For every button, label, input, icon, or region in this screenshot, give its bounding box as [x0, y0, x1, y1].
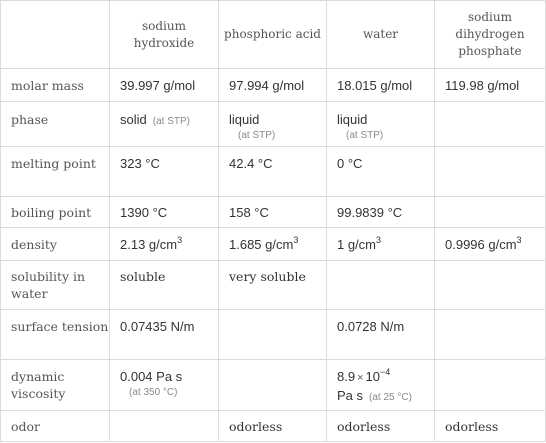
value-unit: Pa s	[337, 388, 364, 403]
cell-naoh-surface-tension: 0.07435 N/m	[110, 310, 219, 360]
row-label-odor: odor	[1, 411, 110, 442]
cell-nah2po4-surface-tension	[435, 310, 546, 360]
cell-water-melting-point: 0 °C	[327, 147, 435, 197]
times-sign: ×	[357, 372, 364, 384]
value-text: liquid	[337, 112, 368, 127]
row-label-surface-tension: surface tension	[1, 310, 110, 360]
row-label-density: density	[1, 228, 110, 261]
condition-note: (at STP)	[152, 116, 190, 127]
cell-h3po4-density	[219, 228, 327, 261]
row-label-dynamic-viscosity: dynamic viscosity	[1, 360, 110, 411]
row-dynamic-viscosity	[1, 360, 546, 411]
row-label-solubility: solubility in water	[1, 261, 110, 310]
column-header-water: water	[327, 1, 435, 69]
cell-nah2po4-melting-point	[435, 147, 546, 197]
cell-h3po4-surface-tension	[219, 310, 327, 360]
condition-note: (at 350 °C)	[129, 387, 178, 398]
cell-naoh-phase	[110, 102, 219, 147]
cell-water-density	[327, 228, 435, 261]
unit-exponent: 3	[293, 234, 299, 245]
cell-water-molar-mass: 18.015 g/mol	[327, 69, 435, 102]
unit-exponent: 3	[177, 234, 183, 245]
row-density	[1, 228, 546, 261]
column-header-sodium-dihydrogen-phosphate: sodium dihydrogen phosphate	[435, 1, 546, 69]
row-odor	[1, 411, 546, 442]
row-label-melting-point: melting point	[1, 147, 110, 197]
cell-nah2po4-molar-mass: 119.98 g/mol	[435, 69, 546, 102]
value-text: 2.13 g/cm	[120, 237, 178, 252]
header-row	[1, 1, 546, 69]
row-label-molar-mass: molar mass	[1, 69, 110, 102]
cell-h3po4-melting-point: 42.4 °C	[219, 147, 327, 197]
cell-naoh-molar-mass: 39.997 g/mol	[110, 69, 219, 102]
cell-water-odor: odorless	[327, 411, 435, 442]
row-melting-point	[1, 147, 546, 197]
value-mantissa: 8.9	[337, 369, 356, 384]
cell-h3po4-boiling-point: 158 °C	[219, 197, 327, 228]
cell-water-phase	[327, 102, 435, 147]
row-solubility	[1, 261, 546, 310]
value-text: solid	[120, 112, 147, 127]
value-text: 0.004 Pa s	[120, 369, 183, 384]
cell-naoh-dynamic-viscosity	[110, 360, 219, 411]
value-exponent: −4	[379, 366, 391, 377]
cell-h3po4-solubility: very soluble	[219, 261, 327, 310]
row-boiling-point	[1, 197, 546, 228]
cell-h3po4-dynamic-viscosity	[219, 360, 327, 411]
cell-nah2po4-boiling-point	[435, 197, 546, 228]
unit-exponent: 3	[376, 234, 382, 245]
value-text: 1 g/cm	[337, 237, 377, 252]
cell-h3po4-phase	[219, 102, 327, 147]
cell-nah2po4-phase	[435, 102, 546, 147]
unit-exponent: 3	[516, 234, 522, 245]
condition-note: (at STP)	[346, 130, 384, 141]
value-text: liquid	[229, 112, 260, 127]
row-label-phase: phase	[1, 102, 110, 147]
cell-naoh-density	[110, 228, 219, 261]
cell-nah2po4-solubility	[435, 261, 546, 310]
value-text: 1.685 g/cm	[229, 237, 294, 252]
row-surface-tension	[1, 310, 546, 360]
condition-note: (at 25 °C)	[369, 392, 412, 403]
cell-nah2po4-density	[435, 228, 546, 261]
row-phase	[1, 102, 546, 147]
cell-nah2po4-dynamic-viscosity	[435, 360, 546, 411]
cell-naoh-boiling-point: 1390 °C	[110, 197, 219, 228]
cell-nah2po4-odor: odorless	[435, 411, 546, 442]
cell-water-boiling-point: 99.9839 °C	[327, 197, 435, 228]
cell-naoh-melting-point: 323 °C	[110, 147, 219, 197]
cell-water-dynamic-viscosity	[327, 360, 435, 411]
value-base: 10	[365, 369, 380, 384]
value-text: 0.9996 g/cm	[445, 237, 517, 252]
column-header-phosphoric-acid: phosphoric acid	[219, 1, 327, 69]
cell-naoh-odor	[110, 411, 219, 442]
row-label-boiling-point: boiling point	[1, 197, 110, 228]
row-molar-mass	[1, 69, 546, 102]
cell-naoh-solubility: soluble	[110, 261, 219, 310]
cell-water-solubility	[327, 261, 435, 310]
corner-cell	[1, 1, 110, 69]
cell-water-surface-tension: 0.0728 N/m	[327, 310, 435, 360]
column-header-sodium-hydroxide: sodium hydroxide	[110, 1, 219, 69]
cell-h3po4-molar-mass: 97.994 g/mol	[219, 69, 327, 102]
condition-note: (at STP)	[238, 130, 276, 141]
cell-h3po4-odor: odorless	[219, 411, 327, 442]
